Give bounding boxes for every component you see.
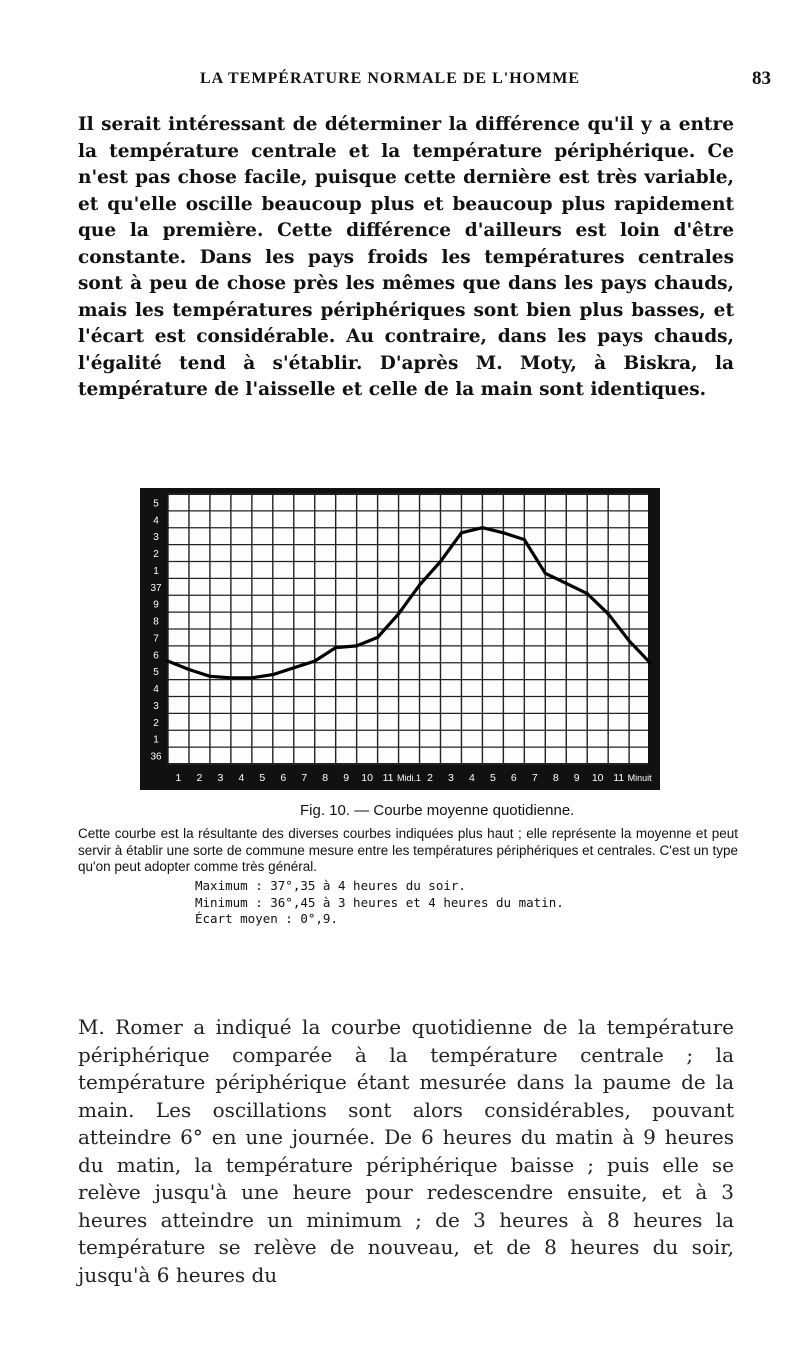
chart-x-tick-label: 9: [573, 772, 580, 784]
chart-data-point: [607, 612, 610, 615]
chart-x-tick-label: 3: [217, 772, 224, 784]
chart-x-tick-label: 2: [196, 772, 203, 784]
chart-x-tick-label: 3: [448, 772, 454, 784]
chart-data-point: [502, 531, 505, 534]
chart-y-tick-label: 36: [150, 751, 162, 763]
chart-data-point: [439, 560, 442, 563]
chart-x-tick-label: 9: [343, 772, 350, 784]
chart-data-point: [292, 666, 295, 669]
chart-data-point: [523, 538, 526, 541]
chart-data-point: [208, 675, 211, 678]
chart-x-tick-label: 5: [259, 772, 266, 784]
chart-x-tick-label: 8: [322, 772, 329, 784]
chart-data-point: [334, 646, 337, 649]
chart-y-tick-label: 5: [153, 498, 159, 510]
paragraph-1: Il serait intéressant de déterminer la différence qu'il y a entre la température centrale et la température périphérique. Ce n'est pas chose facile, puisque cette dernière est très variable, et qu'elle oscille beaucoup plus et beaucoup plus rapidement que la première. Cette différence d'ailleurs est loin d'être constante. Dans les pays froids les températures centrales sont à peu de chose près les mêmes que dans les pays chauds, mais les températures périphériques sont bien plus basses, et l'écart est considérable. Au contraire, dans les pays chauds, l'égalité tend à s'établir. D'après M. Moty, à Biskra, la température de l'aisselle et celle de la main sont identiques.: [78, 114, 734, 400]
paragraph-2: M. Romer a indiqué la courbe quotidienne de la température périphérique comparée à la température centrale ; la température périphérique étant mesurée dans la paume de la main. Les oscillations sont alors considérables, pouvant atteindre 6° en une journée. De 6 heures du matin à 9 heures du matin, la température périphérique baisse ; puis elle se relève jusqu'à une heure pour redescendre ensuite, et à 3 heures atteindre un minimum ; de 3 heures à 8 heures la température se relève de nouveau, et de 8 heures du soir, jusqu'à 6 heures du: [78, 1015, 734, 1287]
chart-data-point: [481, 526, 484, 529]
chart-y-tick-label: 6: [153, 650, 159, 662]
stat-maximum: Maximum : 37°,35 à 4 heures du soir.: [195, 878, 466, 893]
stat-ecart: Écart moyen : 0°,9.: [195, 911, 338, 926]
chart-x-tick-label: Minuit: [627, 773, 652, 783]
chart-data-point: [271, 673, 274, 676]
chart-x-tick-label: 10: [361, 772, 373, 784]
chart-x-tick-label: 2: [427, 772, 433, 784]
chart-data-point: [376, 636, 379, 639]
chart-y-tick-label: 3: [153, 700, 159, 712]
chart-x-tick-label: 7: [301, 772, 308, 784]
chart-data-point: [544, 572, 547, 575]
chart-y-tick-label: 9: [153, 599, 159, 611]
chart-y-tick-label: 8: [153, 616, 159, 628]
chart-y-tick-label: 1: [153, 734, 159, 746]
chart-y-tick-label: 5: [153, 667, 159, 679]
figure-daily-curve: [140, 488, 660, 790]
chart-x-tick-label: 6: [510, 772, 517, 784]
figure-legend: Cette courbe est la résultante des diverses courbes indiquées plus haut ; elle représente la moyenne et peut servir à établir une sorte de commune mesure entre les températures périphériques et centrales. C'est un type qu'on peut adopter comme très général.: [78, 826, 738, 874]
chart-data-point: [166, 659, 169, 662]
chart-x-tick-label: 7: [531, 772, 538, 784]
daily-temperature-chart: [140, 488, 660, 790]
chart-x-tick-label: 11: [382, 772, 394, 784]
chart-y-tick-label: 37: [150, 582, 162, 594]
chart-data-point: [250, 676, 253, 679]
chart-data-point: [229, 676, 232, 679]
chart-data-point: [397, 612, 400, 615]
chart-x-tick-label: 4: [238, 772, 245, 784]
figure-stats: [195, 878, 564, 928]
chart-data-point: [628, 639, 631, 642]
page-header: [0, 68, 800, 98]
chart-x-tick-label: 8: [552, 772, 559, 784]
chart-y-tick-label: 3: [153, 532, 159, 544]
chart-y-tick-label: 4: [153, 684, 159, 696]
chart-y-tick-label: 2: [153, 549, 159, 561]
running-title: LA TEMPÉRATURE NORMALE DE L'HOMME: [200, 70, 580, 87]
chart-data-point: [355, 644, 358, 647]
chart-data-point: [187, 668, 190, 671]
chart-x-tick-label: 6: [280, 772, 287, 784]
chart-y-tick-label: 2: [153, 717, 159, 729]
chart-data-point: [565, 582, 568, 585]
chart-y-tick-label: 1: [153, 565, 159, 577]
chart-x-tick-label: 11: [613, 772, 625, 784]
stat-minimum: Minimum : 36°,45 à 3 heures et 4 heures du matin.: [195, 894, 564, 910]
chart-x-tick-label: 4: [469, 772, 475, 784]
chart-x-tick-label: 5: [489, 772, 496, 784]
chart-data-point: [586, 592, 589, 595]
figure-caption: Fig. 10. — Courbe moyenne quotidienne.: [300, 802, 575, 819]
page-number: 83: [752, 68, 771, 89]
chart-data-point: [418, 584, 421, 587]
chart-data-point: [313, 659, 316, 662]
chart-y-tick-label: 7: [153, 633, 159, 645]
chart-data-point: [460, 531, 463, 534]
chart-x-tick-label: Midi.1: [397, 773, 422, 783]
chart-y-tick-label: 4: [153, 515, 159, 527]
chart-x-tick-label: 10: [591, 772, 604, 784]
chart-x-tick-label: 1: [175, 772, 182, 784]
chart-data-point: [648, 661, 651, 664]
